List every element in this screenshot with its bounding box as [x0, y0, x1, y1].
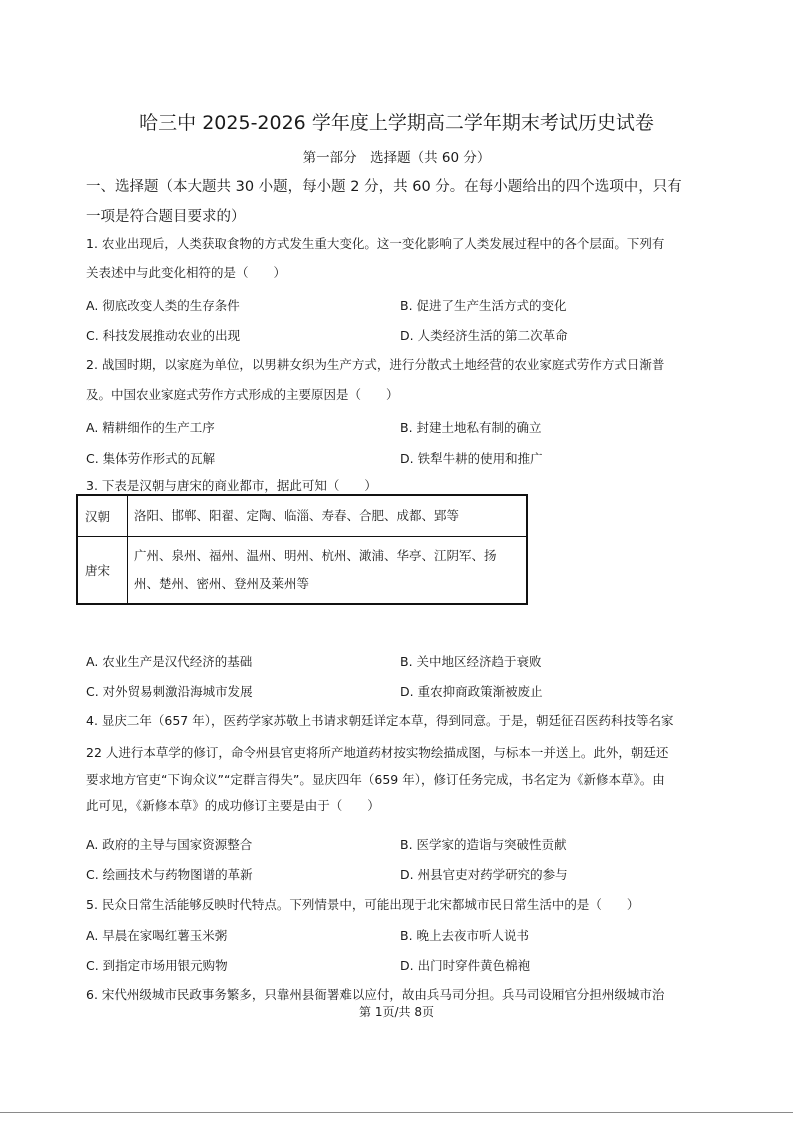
question-1-stem: 1. 农业出现后，人类获取食物的方式发生重大变化。这一变化影响了人类发展过程中的各个层面。下列有: [86, 236, 665, 251]
dynasty-cell: 唐宋: [77, 537, 128, 605]
q4-option-b[interactable]: B. 医学家的造诣与突破性贡献: [400, 837, 567, 852]
q5-option-b[interactable]: B. 晚上去夜市听人说书: [400, 928, 530, 943]
page-number: 第 1页/共 8页: [359, 1005, 434, 1019]
section-instructions: 一、选择题（本大题共 30 小题，每小题 2 分，共 60 分。在每小题给出的四个选项中，只有: [86, 179, 682, 195]
q4-option-c[interactable]: C. 绘画技术与药物图谱的革新: [86, 867, 253, 882]
question-4-stem: 4. 显庆二年（657 年），医药学家苏敬上书请求朝廷详定本草，得到同意。于是，朝廷征召医药科技等名家: [86, 713, 674, 728]
q3-option-c[interactable]: C. 对外贸易刺激沿海城市发展: [86, 684, 253, 699]
q5-option-a[interactable]: A. 早晨在家喝红薯玉米粥: [86, 928, 228, 943]
question-4-stem-cont: 此可见，《新修本草》的成功修订主要是由于（ ）: [86, 798, 380, 813]
question-2-stem: 2. 战国时期，以家庭为单位，以男耕女织为生产方式，进行分散式土地经营的农业家庭式劳作方式日渐普: [86, 357, 665, 372]
q4-option-d[interactable]: D. 州县官吏对药学研究的参与: [400, 867, 568, 882]
table-row: [77, 537, 527, 605]
q3-option-a[interactable]: A. 农业生产是汉代经济的基础: [86, 654, 253, 669]
commercial-cities-table: [76, 494, 528, 605]
question-5-stem: 5. 民众日常生活能够反映时代特点。下列情景中，可能出现于北宋都城市民日常生活中的是（ ）: [86, 897, 640, 912]
q2-option-d[interactable]: D. 铁犁牛耕的使用和推广: [400, 451, 543, 466]
page-divider: [0, 1112, 793, 1113]
part-heading: 第一部分 选择题（共 60 分）: [302, 150, 491, 166]
section-instructions-cont: 一项是符合题目要求的）: [86, 209, 246, 225]
cities-cell: 洛阳、邯郸、阳翟、定陶、临淄、寿春、合肥、成都、郢等: [128, 495, 528, 537]
q3-option-d[interactable]: D. 重农抑商政策渐被废止: [400, 684, 543, 699]
question-2-stem-cont: 及。中国农业家庭式劳作方式形成的主要原因是（ ）: [86, 387, 399, 402]
question-3-stem: 3. 下表是汉朝与唐宋的商业都市，据此可知（ ）: [86, 478, 377, 493]
table-row: [77, 495, 527, 537]
question-6-stem: 6. 宋代州级城市民政事务繁多，只靠州县衙署难以应付，故由兵马司分担。兵马司设厢官分担州级城市治: [86, 987, 665, 1002]
q4-option-a[interactable]: A. 政府的主导与国家资源整合: [86, 837, 253, 852]
question-1-stem-cont: 关表述中与此变化相符的是（ ）: [86, 265, 287, 280]
q5-option-d[interactable]: D. 出门时穿件黄色棉袍: [400, 958, 531, 973]
q3-option-b[interactable]: B. 关中地区经济趋于衰败: [400, 654, 542, 669]
q1-option-a[interactable]: A. 彻底改变人类的生存条件: [86, 298, 240, 313]
question-4-stem-cont: 22 人进行本草学的修订，命令州县官吏将所产地道药材按实物绘描成图，与标本一并送上。此外，朝廷还: [86, 745, 669, 760]
exam-title: 哈三中 2025-2026 学年度上学期高二学年期末考试历史试卷: [139, 112, 654, 134]
q5-option-c[interactable]: C. 到指定市场用银元购物: [86, 958, 228, 973]
q2-option-b[interactable]: B. 封建土地私有制的确立: [400, 420, 542, 435]
q1-option-c[interactable]: C. 科技发展推动农业的出现: [86, 328, 241, 343]
cities-cell: 广州、泉州、福州、温州、明州、杭州、澉浦、华亭、江阴军、扬州、楚州、密州、登州及莱州等: [128, 537, 528, 605]
q1-option-d[interactable]: D. 人类经济生活的第二次革命: [400, 328, 568, 343]
dynasty-cell: 汉朝: [77, 495, 128, 537]
question-4-stem-cont: 要求地方官吏“下询众议”“定群言得失”。显庆四年（659 年），修订任务完成，书名定为《新修本草》。由: [86, 772, 665, 787]
q1-option-b[interactable]: B. 促进了生产生活方式的变化: [400, 298, 567, 313]
q2-option-c[interactable]: C. 集体劳作形式的瓦解: [86, 451, 216, 466]
q2-option-a[interactable]: A. 精耕细作的生产工序: [86, 420, 215, 435]
